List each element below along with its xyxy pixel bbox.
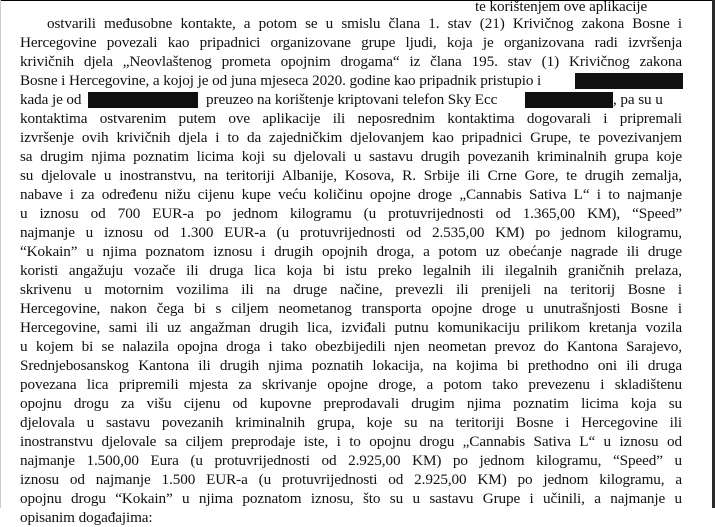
- paragraph-text: , pa su u: [613, 91, 663, 108]
- paragraph-line: “Kokain” u njima poznatom iznosu i drugih opojnih droga, a potom uz obećanje nagrade ili druge: [20, 243, 682, 260]
- paragraph-line: djelovala u sastavu povezanih kriminalnih grupa, koje su na teritoriji Bosne i Hercegovine ili: [20, 414, 682, 431]
- paragraph-line: sa drugim njima poznatim licima koji su djelovali u sastavu drugih povezanih kriminalnih grupa koje: [20, 148, 682, 165]
- redaction-block: [88, 92, 198, 108]
- paragraph-line: kontaktima ostvarenim putem ove aplikacije ili neposrednim kontaktima dogovarali i pripremali: [20, 110, 682, 127]
- paragraph-line: Srednjebosanskog Kantona ili drugih njima poznatih lokacija, na kojima bi prethodno oni ili druga: [20, 357, 682, 374]
- paragraph-line: su djelovale u inostranstvu, na teritoriji Albanije, Kosova, R. Srbije ili Crne Gore, te drugih zemalja,: [20, 167, 682, 184]
- paragraph-line: iznosu od najmanje 1.500 EUR-a (u protuvrijednosti od 2.925,00 KM) po jednom kilogramu, a: [20, 471, 682, 488]
- paragraph-line: u iznosu od 700 EUR-a po jednom kilogramu (u protuvrijednosti od 1.365,00 KM), “Speed”: [20, 205, 682, 222]
- paragraph-line-redacted: [20, 71, 682, 90]
- paragraph-line: nabave i za određenu nižu cijenu kupe veću količinu opojne droge „Cannabis Sativa L“ i to najmanje: [20, 186, 682, 203]
- paragraph-line: opisanim događajima:: [20, 509, 153, 526]
- paragraph-line: najmanje 1.500,00 Eura (u protuvrijednosti od 2.925,00 KM) po jednom kilogramu, “Speed” u: [20, 452, 682, 469]
- page-left-edge: [0, 0, 1, 508]
- paragraph-line: koristi angažuju vozače ili druga lica koja bi istu preko legalnih ili ilegalnih graničnih prelaza,: [20, 262, 682, 279]
- paragraph-text: Bosne i Hercegovine, a kojoj je od juna mjeseca 2020. godine kao pripadnik pristupio i: [20, 72, 542, 89]
- paragraph-line: Hercegovine, sami ili uz angažman drugih lica, izviđali putnu komunikaciju prilikom kretanja vozila: [20, 319, 682, 336]
- paragraph-line: opojnu drogu za višu cijenu od kupovne preprodavali drugim njima poznatim licima koja su: [20, 395, 682, 412]
- paragraph-line: opojnu drogu “Kokain” u njima poznatom iznosu, što su u sastavu Grupe i učinili, a najmanje u: [20, 490, 682, 507]
- paragraph-line: izvršenje ovih krivičnih djela i to da zajedničkim djelovanjem kao pripadnici Grupe, te povezivanjem: [20, 129, 682, 146]
- redaction-block: [525, 92, 613, 108]
- paragraph-line-redacted: [20, 90, 682, 109]
- paragraph-line: povezana lica pripremili mjesta za skrivanje opojne droge, a potom tako prevezenu i skladištenu: [20, 376, 682, 393]
- paragraph-line: najmanje u iznosu od 1.300 EUR-a (u protuvrijednosti od 2.535,00 KM) po jednom kilogramu,: [20, 224, 682, 241]
- paragraph-line: u kojem bi se nalazila opojna droga i tako obezbijedili njen neometan prevoz do Kantona Sarajevo,: [20, 338, 682, 355]
- paragraph-text: preuzeo na korištenje kriptovani telefon Sky Ecc: [206, 91, 498, 108]
- paragraph-line: inostranstvu djelovale sa ciljem preprodaje iste, i to opojnu drogu „Cannabis Sativa L“ u iznosu od: [20, 433, 682, 450]
- paragraph-line: krivičnih djela „Neovlaštenog prometa opojnim drogama“ iz člana 195. stav (1) Krivičnog zakona: [20, 53, 682, 70]
- redaction-block: [575, 73, 683, 89]
- paragraph-line: ostvarili međusobne kontakte, a potom se u smislu člana 1. stav (21) Krivičnog zakona Bosne i: [47, 15, 682, 32]
- paragraph-line: skrivenu u motornim vozilima ili na druge načine, prevezli ili prenijeli na teritorij Bosne i: [20, 281, 682, 298]
- paragraph-text: kada je od: [20, 91, 82, 108]
- top-fragment-text: te korištenjem ove aplikacije: [475, 0, 648, 15]
- paragraph-line: Hercegovine, nakon čega bi s ciljem neometanog transporta opojne droge u unutrašnjosti Bosne i: [20, 300, 682, 317]
- paragraph-line: Hercegovine povezali kao pripadnici organizovane grupe ljudi, koja je organizovana radi izvršenja: [20, 34, 682, 51]
